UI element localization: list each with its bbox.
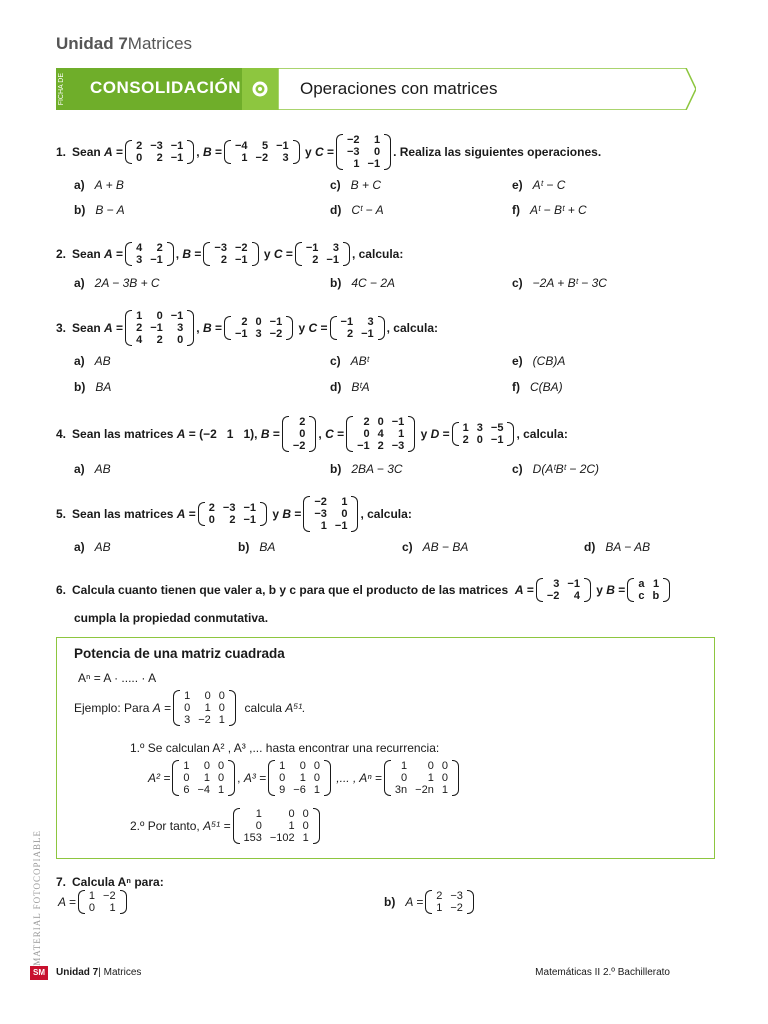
matrix-cell: −2 bbox=[234, 242, 248, 254]
q4-matrix-b bbox=[282, 416, 317, 452]
matrix-cell: 3 bbox=[136, 254, 143, 266]
matrix-cell: 3 bbox=[184, 714, 191, 726]
matrix-cell: 5 bbox=[261, 140, 269, 152]
matrix-cell: 0 bbox=[302, 808, 309, 820]
matrix-cell: 0 bbox=[255, 316, 262, 328]
matrix-cell: 0 bbox=[441, 760, 448, 772]
matrix-cell: 0 bbox=[363, 428, 370, 440]
matrix-table bbox=[353, 416, 408, 452]
q1-matrix-c bbox=[336, 134, 391, 170]
matrix-cell: −1 bbox=[340, 316, 354, 328]
matrix-cell: 1 bbox=[653, 578, 660, 590]
option: a) AB bbox=[74, 540, 111, 554]
q2-matrix-b bbox=[203, 242, 258, 266]
option: e) Aᵗ − C bbox=[512, 178, 566, 192]
matrix-cell: 1 bbox=[255, 808, 262, 820]
matrix-cell: 0 bbox=[218, 690, 225, 702]
matrix-cell: −1 bbox=[357, 440, 370, 452]
q7-matrix-b bbox=[425, 890, 474, 914]
q4-matrix-a: (−2 1 1) bbox=[199, 427, 255, 441]
matrix-cell: 0 bbox=[299, 428, 306, 440]
q2-statement: 2. Sean A = 4 2 3 −1 , B = −3 −2 2 −1 y C = −1 3 2 −1 , calcula: bbox=[56, 242, 404, 266]
q1-statement: 1. Sean A = 2 −3 −1 0 2 −1 , B = −4 5 −1 1 −2 3 y C = −2 1 −3 0 1 −1 . Realiza las siguientes operaciones. bbox=[56, 134, 602, 170]
matrix-cell: 3 bbox=[367, 316, 374, 328]
matrix-cell: 0 bbox=[218, 760, 225, 772]
matrix-cell: 1 bbox=[88, 890, 96, 902]
matrix-cell: 153 bbox=[243, 832, 262, 844]
matrix-cell: −1 bbox=[391, 416, 405, 428]
q4-statement: 4. Sean las matrices A = (−2 1 1) , B = 2 0 −2 , C = 2 0 −1 0 4 1 −1 2 −3 y D = 1 3 −5 2 0 −1 , calcula: bbox=[56, 416, 568, 452]
matrix-table bbox=[231, 140, 293, 164]
matrix-table bbox=[132, 310, 187, 346]
powers-line: A² = 1 0 0 0 1 0 6 −4 1 , A³ = 1 0 0 0 1 0 9 −6 1 ,... , Aⁿ = 1 0 0 0 1 0 3n −2n 1 bbox=[148, 760, 461, 796]
matrix-a51 bbox=[233, 808, 320, 844]
matrix-cell: −2 bbox=[450, 902, 463, 914]
option: f) Aᵗ − Bᵗ + C bbox=[512, 203, 587, 217]
option: c) −2A + Bᵗ − 3C bbox=[512, 276, 607, 290]
matrix-cell: 2 bbox=[377, 440, 384, 452]
matrix-cell: 0 bbox=[204, 690, 211, 702]
matrix-cell: 1 bbox=[241, 152, 248, 164]
matrix-cell: −3 bbox=[222, 502, 236, 514]
matrix-cell: 3 bbox=[255, 328, 262, 340]
matrix-cell: −5 bbox=[490, 422, 504, 434]
footer-left: Unidad 7| Matrices bbox=[56, 967, 142, 978]
matrix-cell: 1 bbox=[320, 520, 327, 532]
matrix-table bbox=[391, 760, 452, 796]
matrix-table bbox=[210, 242, 251, 266]
matrix-cell: 0 bbox=[279, 772, 286, 784]
option: c) AB − BA bbox=[402, 540, 469, 554]
matrix-cell: 0 bbox=[427, 760, 434, 772]
q3-matrix-b bbox=[224, 316, 293, 340]
q4-matrix-c bbox=[346, 416, 415, 452]
q2-matrix-a bbox=[125, 242, 174, 266]
matrix-cell: 2 bbox=[156, 334, 163, 346]
matrix-cell: 0 bbox=[373, 146, 381, 158]
matrix-cell: 1 bbox=[299, 772, 306, 784]
matrix-cell: 2 bbox=[229, 514, 236, 526]
q7-part-b: b) A = 2 −3 1 −2 bbox=[384, 890, 476, 914]
matrix-an bbox=[384, 760, 459, 796]
matrix-cell: 0 bbox=[401, 772, 408, 784]
matrix-cell: −2 bbox=[314, 496, 327, 508]
matrix-cell: −1 bbox=[305, 242, 319, 254]
matrix-cell: −1 bbox=[150, 254, 163, 266]
matrix-cell: 3 bbox=[332, 242, 339, 254]
matrix-cell: 0 bbox=[88, 902, 96, 914]
matrix-table bbox=[275, 760, 324, 796]
option: a) AB bbox=[74, 354, 111, 368]
matrix-cell: 1 bbox=[279, 760, 286, 772]
power-definition: Aⁿ = A · ..... · A bbox=[78, 671, 157, 685]
matrix-cell: −4 bbox=[197, 784, 211, 796]
banner-label: CONSOLIDACIÓN bbox=[90, 78, 241, 97]
matrix-cell: 3n bbox=[394, 784, 408, 796]
matrix-cell: −2 bbox=[255, 152, 269, 164]
matrix-cell: −102 bbox=[269, 832, 295, 844]
matrix-cell: −1 bbox=[326, 254, 339, 266]
option: b) 4C − 2A bbox=[330, 276, 396, 290]
matrix-table bbox=[289, 416, 310, 452]
matrix-table bbox=[180, 690, 229, 726]
matrix-cell: 2 bbox=[346, 328, 354, 340]
matrix-cell: 0 bbox=[136, 152, 143, 164]
matrix-cell: 0 bbox=[184, 702, 191, 714]
matrix-cell: −1 bbox=[170, 140, 184, 152]
option: b) BA bbox=[238, 540, 276, 554]
matrix-table bbox=[132, 140, 187, 164]
step-1: 1.º Se calculan A² , A³ ,... hasta encontrar una recurrencia: bbox=[130, 741, 440, 755]
matrix-cell: −6 bbox=[293, 784, 306, 796]
matrix-cell: 2 bbox=[436, 890, 443, 902]
matrix-cell: 0 bbox=[441, 772, 448, 784]
sm-logo: SM bbox=[30, 966, 48, 980]
option: b) B − A bbox=[74, 203, 125, 217]
matrix-cell: 1 bbox=[288, 820, 295, 832]
matrix-cell: 9 bbox=[279, 784, 286, 796]
matrix-cell: 2 bbox=[220, 254, 227, 266]
q6-matrix-b bbox=[627, 578, 670, 602]
matrix-cell: −1 bbox=[243, 514, 256, 526]
matrix-cell: 0 bbox=[218, 772, 225, 784]
matrix-cell: 1 bbox=[401, 760, 408, 772]
q6-statement: 6. Calcula cuanto tienen que valer a, b y c para que el producto de las matrices A = 3 −1 −2 4 y B = a 1 c b bbox=[56, 578, 672, 602]
matrix-cell: 2 bbox=[208, 502, 215, 514]
matrix-cell: −1 bbox=[243, 502, 256, 514]
matrix-table bbox=[459, 422, 508, 446]
matrix-table bbox=[543, 578, 584, 602]
unit-title: Unidad 7Matrices bbox=[56, 34, 193, 53]
matrix-cell: 1 bbox=[341, 496, 348, 508]
matrix-cell: c bbox=[638, 590, 645, 602]
matrix-cell: 2 bbox=[136, 140, 143, 152]
q5-matrix-b bbox=[303, 496, 358, 532]
matrix-cell: 0 bbox=[203, 760, 211, 772]
matrix-cell: 0 bbox=[183, 772, 190, 784]
side-text: MATERIAL FOTOCOPIABLE bbox=[32, 830, 42, 966]
option: a) A + B bbox=[74, 178, 124, 192]
matrix-cell: 0 bbox=[288, 808, 295, 820]
matrix-cell: 2 bbox=[136, 322, 143, 334]
matrix-table bbox=[240, 808, 313, 844]
matrix-table bbox=[205, 502, 260, 526]
matrix-table bbox=[343, 134, 384, 170]
matrix-cell: 4 bbox=[136, 242, 143, 254]
q3-matrix-a bbox=[125, 310, 194, 346]
matrix-cell: 3 bbox=[177, 322, 184, 334]
option: c) B + C bbox=[330, 178, 382, 192]
matrix-cell: −1 bbox=[334, 520, 348, 532]
matrix-table bbox=[310, 496, 351, 532]
matrix-cell: 2 bbox=[156, 242, 163, 254]
matrix-cell: −3 bbox=[450, 890, 463, 902]
option: a) AB bbox=[74, 462, 111, 476]
q7-matrix-a bbox=[78, 890, 127, 914]
option: d) BᵗA bbox=[330, 380, 370, 394]
matrix-table bbox=[634, 578, 663, 602]
matrix-cell: 1 bbox=[109, 902, 116, 914]
example-matrix bbox=[173, 690, 236, 726]
matrix-cell: 3 bbox=[476, 422, 483, 434]
matrix-cell: 1 bbox=[204, 702, 211, 714]
matrix-cell: 2 bbox=[363, 416, 370, 428]
matrix-cell: 2 bbox=[462, 434, 469, 446]
matrix-cell: 1 bbox=[313, 784, 320, 796]
matrix-cell: 2 bbox=[156, 152, 163, 164]
matrix-cell: 0 bbox=[341, 508, 348, 520]
matrix-cell: −1 bbox=[234, 328, 248, 340]
option: e) (CB)A bbox=[512, 354, 566, 368]
matrix-cell: 1 bbox=[398, 428, 405, 440]
matrix-cell: 0 bbox=[208, 514, 215, 526]
matrix-cell: 0 bbox=[313, 772, 320, 784]
matrix-cell: 0 bbox=[177, 334, 184, 346]
matrix-cell: 1 bbox=[353, 158, 360, 170]
matrix-cell: −1 bbox=[361, 328, 374, 340]
matrix-cell: 4 bbox=[377, 428, 384, 440]
matrix-cell: 0 bbox=[377, 416, 384, 428]
matrix-cell: −1 bbox=[170, 152, 184, 164]
option: b) BA bbox=[74, 380, 112, 394]
matrix-cell: −3 bbox=[214, 242, 227, 254]
matrix-cell: 0 bbox=[302, 820, 309, 832]
matrix-cell: 3 bbox=[282, 152, 289, 164]
matrix-cell: −2 bbox=[546, 590, 560, 602]
q6-matrix-a bbox=[536, 578, 591, 602]
matrix-cell: 6 bbox=[183, 784, 190, 796]
matrix-cell: 0 bbox=[299, 760, 306, 772]
q3-statement: 3. Sean A = 1 0 −1 2 −1 3 4 2 0 , B = 2 0 −1 −1 3 −2 y C = −1 3 2 −1 , calcula: bbox=[56, 310, 438, 346]
matrix-cell: −4 bbox=[234, 140, 248, 152]
matrix-cell: b bbox=[652, 590, 660, 602]
q1-matrix-b bbox=[224, 140, 300, 164]
box-title: Potencia de una matriz cuadrada bbox=[74, 646, 285, 661]
matrix-cell: 1 bbox=[184, 690, 191, 702]
q5-matrix-a bbox=[198, 502, 267, 526]
matrix-table bbox=[231, 316, 286, 340]
q7-statement: 7. Calcula Aⁿ para: bbox=[56, 875, 164, 889]
matrix-cell: −2 bbox=[292, 440, 306, 452]
example-line: Ejemplo: Para A = 1 0 0 0 1 0 3 −2 1 calcula A⁵¹. bbox=[74, 690, 306, 726]
matrix-cell: 3 bbox=[553, 578, 560, 590]
matrix-cell: −1 bbox=[269, 316, 283, 328]
q1-matrix-a bbox=[125, 140, 194, 164]
option: d) Cᵗ − A bbox=[330, 203, 384, 217]
matrix-cell: −2 bbox=[269, 328, 283, 340]
option: a) 2A − 3B + C bbox=[74, 276, 160, 290]
matrix-cell: 0 bbox=[156, 310, 163, 322]
matrix-cell: −2 bbox=[103, 890, 116, 902]
matrix-cell: −2n bbox=[415, 784, 434, 796]
matrix-cell: −1 bbox=[170, 310, 184, 322]
matrix-cell: −1 bbox=[490, 434, 504, 446]
matrix-cell: 1 bbox=[183, 760, 190, 772]
matrix-table bbox=[85, 890, 120, 914]
matrix-cell: 0 bbox=[313, 760, 320, 772]
matrix-table bbox=[432, 890, 467, 914]
matrix-cell: 1 bbox=[302, 832, 309, 844]
matrix-cell: 1 bbox=[436, 902, 443, 914]
matrix-cell: −1 bbox=[567, 578, 580, 590]
option: f) C(BA) bbox=[512, 380, 563, 394]
matrix-cell: −1 bbox=[150, 322, 163, 334]
q7-part-a: A = 1 −2 0 1 bbox=[58, 890, 129, 914]
matrix-cell: −1 bbox=[276, 140, 289, 152]
q6-line2: cumpla la propiedad conmutativa. bbox=[74, 611, 269, 625]
matrix-cell: 1 bbox=[462, 422, 469, 434]
matrix-cell: 2 bbox=[312, 254, 319, 266]
matrix-cell: 0 bbox=[218, 702, 225, 714]
matrix-cell: −3 bbox=[391, 440, 405, 452]
matrix-cell: 0 bbox=[255, 820, 262, 832]
q4-matrix-d bbox=[452, 422, 515, 446]
matrix-cell: 0 bbox=[476, 434, 483, 446]
q2-matrix-c bbox=[295, 242, 350, 266]
matrix-table bbox=[132, 242, 167, 266]
matrix-cell: −2 bbox=[346, 134, 360, 146]
matrix-cell: −3 bbox=[346, 146, 360, 158]
option: b) 2BA − 3C bbox=[330, 462, 403, 476]
matrix-cell: 1 bbox=[218, 784, 225, 796]
matrix-a3 bbox=[268, 760, 331, 796]
option: c) D(AᵗBᵗ − 2C) bbox=[512, 462, 600, 476]
option: d) BA − AB bbox=[584, 540, 651, 554]
step-2: 2.º Por tanto, A⁵¹ = 1 0 0 0 1 0 153 −102 1 bbox=[130, 808, 322, 844]
matrix-cell: 1 bbox=[427, 772, 434, 784]
matrix-table bbox=[337, 316, 378, 340]
banner-title: Operaciones con matrices bbox=[300, 79, 498, 98]
matrix-cell: −1 bbox=[367, 158, 381, 170]
matrix-cell: −3 bbox=[150, 140, 163, 152]
q5-statement: 5. Sean las matrices A = 2 −3 −1 0 2 −1 y B = −2 1 −3 0 1 −1 , calcula: bbox=[56, 496, 412, 532]
matrix-cell: −1 bbox=[234, 254, 248, 266]
option: c) ABᵗ bbox=[330, 354, 370, 368]
matrix-cell: 2 bbox=[241, 316, 248, 328]
matrix-table bbox=[302, 242, 343, 266]
matrix-table bbox=[179, 760, 228, 796]
matrix-cell: 4 bbox=[573, 590, 580, 602]
matrix-cell: 1 bbox=[218, 714, 225, 726]
footer-right: Matemáticas II 2.º Bachillerato bbox=[535, 967, 670, 978]
matrix-cell: 2 bbox=[299, 416, 306, 428]
matrix-cell: 1 bbox=[203, 772, 211, 784]
matrix-cell: −2 bbox=[198, 714, 211, 726]
matrix-cell: 1 bbox=[373, 134, 381, 146]
matrix-cell: −3 bbox=[314, 508, 327, 520]
matrix-a2 bbox=[172, 760, 235, 796]
q3-matrix-c bbox=[330, 316, 385, 340]
matrix-cell: a bbox=[638, 578, 645, 590]
banner-side-label: FICHA DE bbox=[58, 73, 65, 106]
matrix-cell: 1 bbox=[136, 310, 143, 322]
matrix-cell: 4 bbox=[136, 334, 143, 346]
matrix-cell: 1 bbox=[441, 784, 448, 796]
